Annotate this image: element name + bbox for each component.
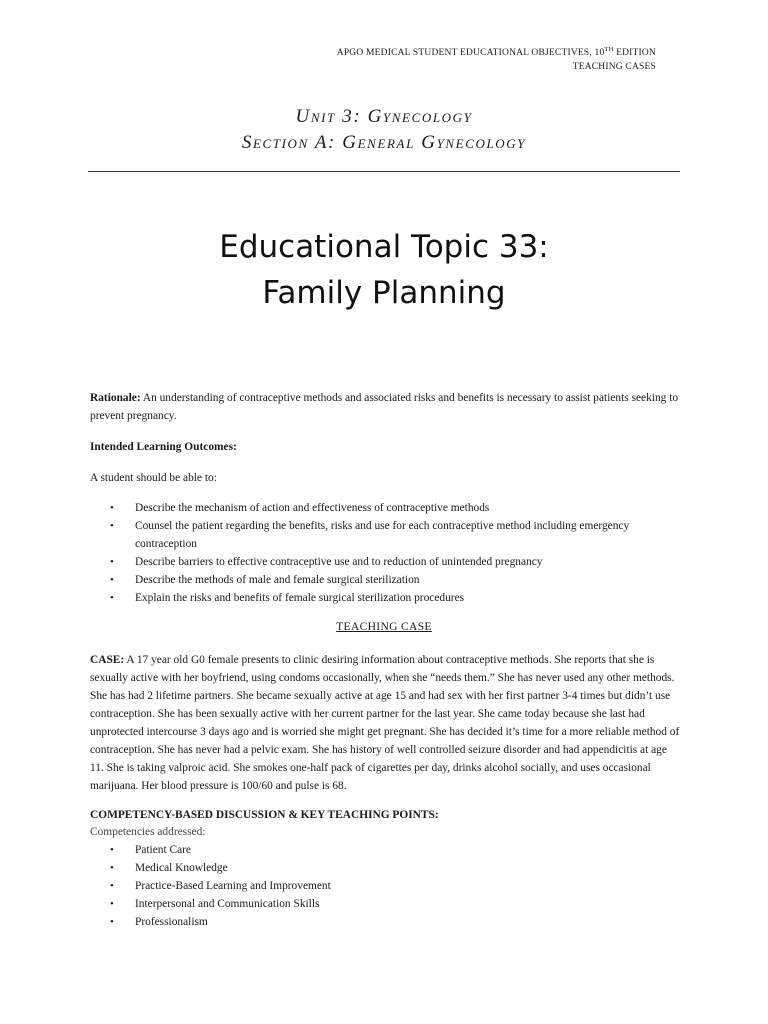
rationale-label: Rationale:	[90, 392, 141, 404]
teaching-case-heading: TEACHING CASE	[336, 620, 432, 633]
header-series-text: APGO MEDICAL STUDENT EDUCATIONAL OBJECTIVES, 10	[336, 48, 605, 58]
list-item: • Professionalism	[110, 913, 680, 931]
outcomes-intro: A student should be able to:	[90, 472, 217, 484]
horizontal-divider	[88, 171, 680, 172]
list-item: • Explain the risks and benefits of female surgical sterilization procedures	[110, 589, 680, 607]
competency-heading: COMPETENCY-BASED DISCUSSION & KEY TEACHING POINTS:	[90, 809, 439, 821]
list-item: • Practice-Based Learning and Improvement	[110, 877, 680, 895]
header-line-1	[337, 46, 656, 60]
unit-title: Unit 3: Gynecology	[295, 106, 473, 127]
list-item: • Interpersonal and Communication Skills	[110, 895, 680, 913]
outcomes-heading: Intended Learning Outcomes:	[90, 441, 237, 453]
list-item: • Counsel the patient regarding the benefits, risks and use for each contraceptive method including emergency contraception	[110, 517, 680, 553]
competencies-list	[110, 841, 680, 931]
case-paragraph	[90, 651, 680, 795]
running-header	[337, 46, 656, 74]
topic-number: Educational Topic 33:	[219, 229, 549, 265]
header-edition-text: EDITION	[613, 48, 656, 58]
header-line-2: TEACHING CASES	[572, 62, 656, 72]
case-text: A 17 year old G0 female presents to clinic desiring information about contraceptive methods. She reports that she is sexually active with her boyfriend, using condoms occasionally, when she “needs them.” She has never used any other methods. She has had 2 lifetime partners. She became sexually active at age 15 and had sex with her first partner 3-4 times but didn’t use contraception. She has been sexually active with her current partner for the last year. She came today because she last had unprotected intercourse 3 days ago and is worried she might get pregnant. She has decided it’s time for a more reliable method of contraception. She has never had a pelvic exam. She has history of well controlled seizure disorder and had appendicitis at age 11. She is taking valproic acid. She smokes one-half pack of cigarettes per day, drinks alcohol socially, and uses occasional marijuana. Her blood pressure is 100/60 and pulse is 68.	[90, 654, 680, 792]
outcomes-list	[110, 499, 680, 607]
case-label: CASE:	[90, 654, 125, 666]
rationale-text: An understanding of contraceptive methods and associated risks and benefits is necessary to assist patients seeking to prevent pregnancy.	[90, 392, 679, 422]
list-item: • Describe barriers to effective contraceptive use and to reduction of unintended pregnancy	[110, 553, 680, 571]
list-item: • Patient Care	[110, 841, 680, 859]
rationale-paragraph	[90, 389, 680, 425]
list-item: • Describe the methods of male and female surgical sterilization	[110, 571, 680, 589]
section-title: Section A: General Gynecology	[241, 132, 527, 153]
page-title	[88, 224, 680, 316]
unit-heading	[88, 104, 680, 156]
topic-name: Family Planning	[262, 275, 506, 311]
header-edition-superscript: TH	[604, 46, 614, 53]
list-item: • Medical Knowledge	[110, 859, 680, 877]
competencies-addressed-label: Competencies addressed:	[90, 826, 206, 838]
list-item: • Describe the mechanism of action and effectiveness of contraceptive methods	[110, 499, 680, 517]
